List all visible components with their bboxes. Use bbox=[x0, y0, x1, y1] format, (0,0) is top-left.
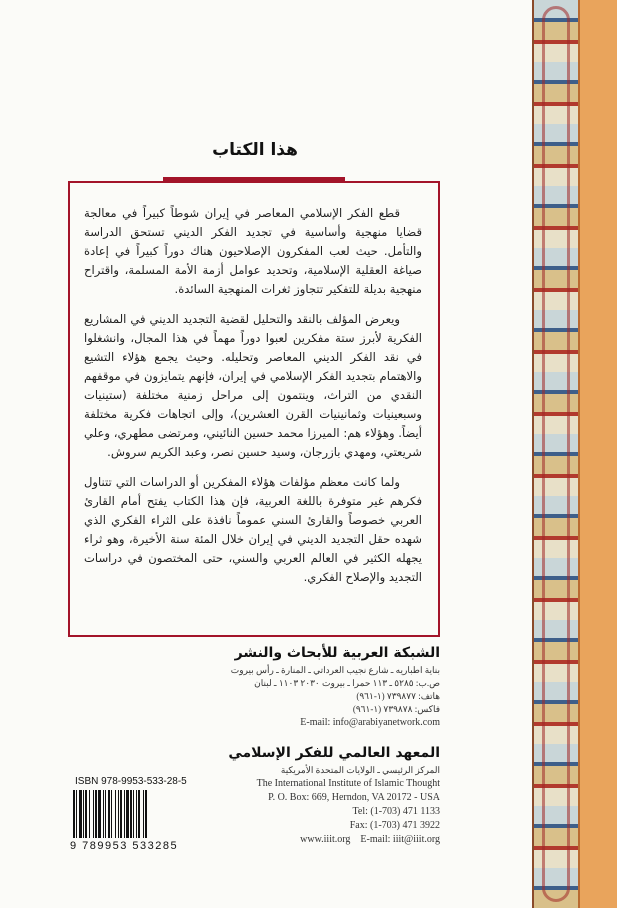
publisher-pobox: ص.ب: ٥٢٨٥ ـ ١١٣ حمرا ـ بيروت ٢٠٣٠ ١١٠٣ ـ لبنان bbox=[254, 678, 440, 688]
publisher-name: المعهد العالمي للفكر الإسلامي bbox=[228, 745, 440, 761]
description-text bbox=[84, 204, 422, 598]
barcode bbox=[73, 790, 191, 838]
paragraph: قطع الفكر الإسلامي المعاصر في إيران شوطاً كبيراً في معالجة قضايا منهجية وأساسية في تجديد الفكر الديني تستحق الدراسة والتأمل. حيث لعب المفكرون الإصلاحيون هناك دوراً كبيراً في إعادة صياغة العقلية الإسلامية، وتحديد عوامل أزمة الأمة المسلمة، واقتراح منهجية بديلة للتفكير تتجاوز ثغرات المنهجية السائدة. bbox=[84, 206, 422, 296]
publisher-iiit bbox=[210, 744, 440, 847]
publisher-fax: فاكس: ٧٣٩٨٧٨ (١-٩٦١) bbox=[352, 704, 440, 714]
ornamental-border bbox=[532, 0, 580, 908]
publisher-web-email: www.iiit.org E-mail: iiit@iiit.org bbox=[300, 834, 440, 845]
publisher-tel: Tel: (1-703) 471 1133 bbox=[352, 806, 440, 817]
barcode-number: 9 789953 533285 bbox=[70, 840, 179, 852]
barcode-stripe bbox=[147, 790, 148, 838]
publisher-pobox: P. O. Box: 669, Herndon, VA 20172 - USA bbox=[268, 792, 440, 803]
publisher-phone: هاتف: ٧٣٩٨٧٧ (١-٩٦١) bbox=[356, 691, 440, 701]
paragraph: ولما كانت معظم مؤلفات هؤلاء المفكرين أو الدراسات التي تتناول فكرهم غير متوفرة باللغة العربية، فإن هذا الكتاب يفتح أمام القارئ العربي خصوصاً والقارئ السني عموماً نافذة على الثراء الفكري الذي شهده حقل التجديد الديني في إيران خلال المئة سنة الأخيرة، وهو ثراء يجهله الكثير في العالم العربي والسني، حتى المختصون في دراسات التجديد والإصلاح الفكري. bbox=[84, 475, 422, 584]
publisher-arab-network bbox=[210, 644, 440, 730]
paragraph: ويعرض المؤلف بالنقد والتحليل لقضية التجديد الديني في المشاريع الفكرية لأبرز ستة مفكرين لعبوا دوراً مهماً في هذا المجال، وانشغلوا في نقد الفكر الديني المعاصر وتحليله. وحيث يجمع هؤلاء التشيع والاهتمام بتجديد الفكر الإسلامي في إيران، فإنهم يتمايزون في موقفهم النقدي من التراث، وينتمون إلى مراحل زمنية مختلفة (ستينيات وسبعينيات وثمانينيات القرن العشرين)، وإلى اتجاهات فكرية مختلفة أيضاً. وهؤلاء هم: الميرزا محمد حسين النائيني، ومرتضى مطهري، وعلي شريعتي، ومهدي بازرجان، وسيد حسين نصر، وعبد الكريم سروش. bbox=[84, 312, 422, 459]
publisher-email: E-mail: info@arabiyanetwork.com bbox=[300, 717, 440, 728]
publisher-hq: المركز الرئيسي ـ الولايات المتحدة الأمريكية bbox=[280, 765, 440, 775]
publisher-fax: Fax: (1-703) 471 3922 bbox=[349, 820, 440, 831]
section-title: هذا الكتاب bbox=[212, 140, 298, 160]
isbn-label: ISBN 978-9953-533-28-5 bbox=[75, 776, 187, 787]
publisher-address: بناية اطباريه ـ شارع نجيب العرداتي ـ المنارة ـ رأس بيروت bbox=[230, 665, 440, 675]
publisher-name: الشبكة العربية للأبحاث والنشر bbox=[234, 645, 440, 661]
publisher-english-name: The International Institute of Islamic Thought bbox=[256, 778, 440, 789]
